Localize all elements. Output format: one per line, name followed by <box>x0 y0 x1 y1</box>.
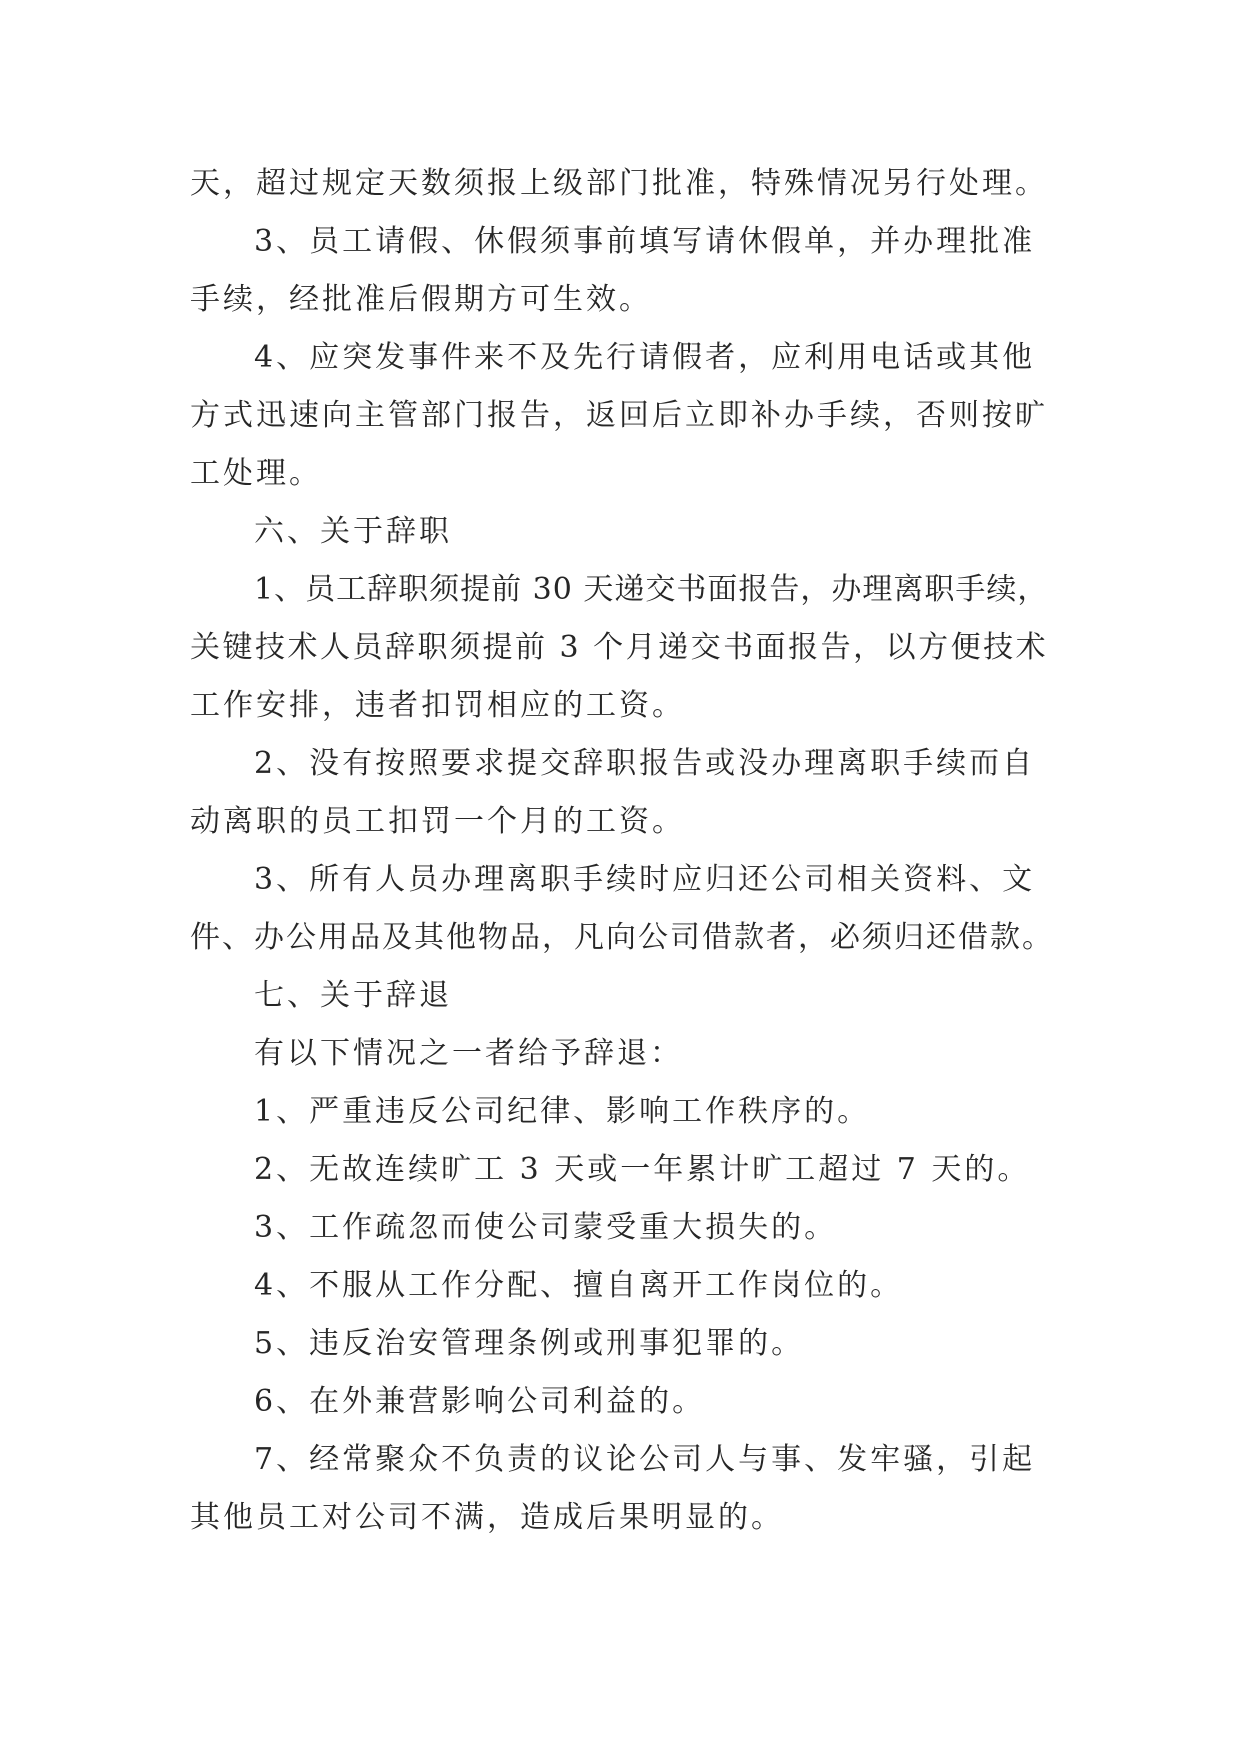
list-item: 7、经常聚众不负责的议论公司人与事、发牢骚，引起 <box>254 1442 1036 1477</box>
text-line: 1、员工辞职须提前 30 天递交书面报告，办理离职手续， <box>254 572 1049 607</box>
list-item: 3、工作疏忽而使公司蒙受重大损失的。 <box>254 1210 838 1245</box>
text-line: 动离职的员工扣罚一个月的工资。 <box>190 804 685 839</box>
text-line: 4、应突发事件来不及先行请假者，应利用电话或其他 <box>254 340 1036 375</box>
text-line: 方式迅速向主管部门报告，返回后立即补办手续，否则按旷 <box>190 398 1048 433</box>
list-item: 4、不服从工作分配、擅自离开工作岗位的。 <box>254 1268 904 1303</box>
list-item: 2、无故连续旷工 3 天或一年累计旷工超过 7 天的。 <box>254 1152 1031 1187</box>
section-heading: 七、关于辞退 <box>254 978 452 1013</box>
text-line: 手续，经批准后假期方可生效。 <box>190 282 652 317</box>
text-line: 3、所有人员办理离职手续时应归还公司相关资料、文 <box>254 862 1036 897</box>
list-item: 6、在外兼营影响公司利益的。 <box>254 1384 706 1419</box>
section-heading: 六、关于辞职 <box>254 514 452 549</box>
list-item: 1、严重违反公司纪律、影响工作秩序的。 <box>254 1094 871 1129</box>
text-line: 工作安排，违者扣罚相应的工资。 <box>190 688 685 723</box>
text-line: 件、办公用品及其他物品，凡向公司借款者，必须归还借款。 <box>190 920 1054 955</box>
text-line: 其他员工对公司不满，造成后果明显的。 <box>190 1500 784 1535</box>
text-line: 3、员工请假、休假须事前填写请休假单，并办理批准 <box>254 224 1036 259</box>
text-line: 有以下情况之一者给予辞退： <box>254 1036 683 1071</box>
text-line: 关键技术人员辞职须提前 3 个月递交书面报告，以方便技术 <box>190 630 1049 665</box>
text-line: 天，超过规定天数须报上级部门批准，特殊情况另行处理。 <box>190 166 1048 201</box>
text-line: 2、没有按照要求提交辞职报告或没办理离职手续而自 <box>254 746 1036 781</box>
text-line: 工处理。 <box>190 456 322 491</box>
list-item: 5、违反治安管理条例或刑事犯罪的。 <box>254 1326 805 1361</box>
